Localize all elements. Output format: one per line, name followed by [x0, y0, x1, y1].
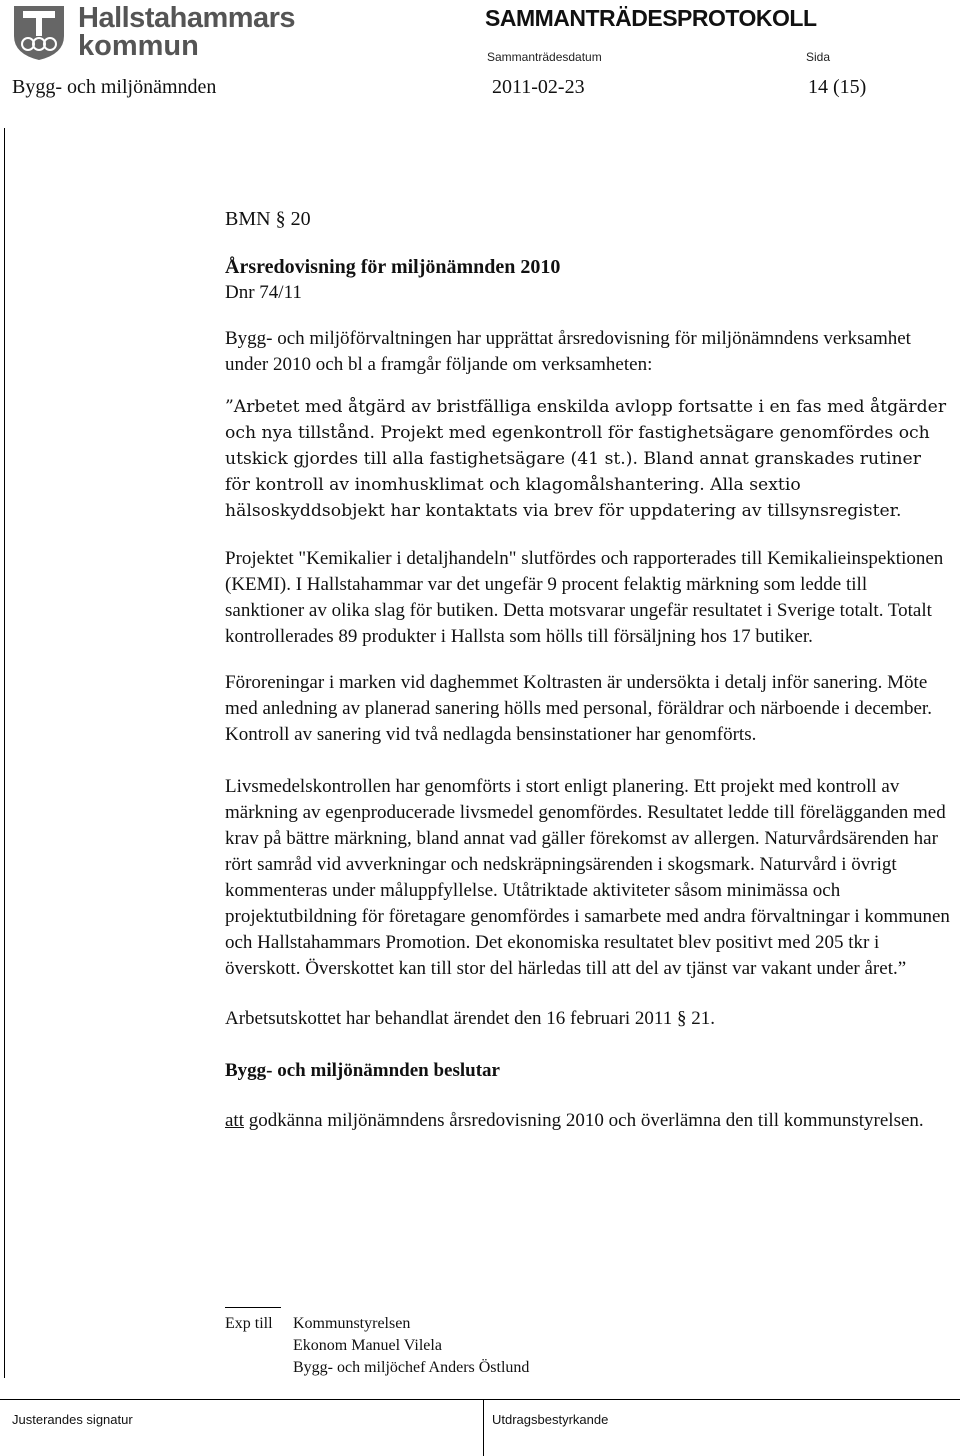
exp-rule: [225, 1307, 281, 1308]
decision-heading: Bygg- och miljönämnden beslutar: [225, 1060, 500, 1081]
exp-recipient: Kommunstyrelsen: [293, 1315, 411, 1332]
document-body: [225, 206, 950, 1134]
exp-label: Exp till: [225, 1315, 273, 1332]
distribution-list: [225, 1313, 529, 1379]
committee-name: Bygg- och miljönämnden: [12, 76, 217, 98]
date-label: Sammanträdesdatum: [487, 50, 602, 64]
intro-paragraph: Bygg- och miljöförvaltningen har upprättat årsredovisning för miljönämndens verksamhet under 2010 och bl a framgår följande om verksamheten:: [225, 328, 911, 375]
section-number: BMN § 20: [225, 208, 311, 230]
coat-of-arms-icon: [10, 2, 68, 62]
section-title: Årsredovisning för miljönämnden 2010: [225, 256, 561, 278]
signature-label: Justerandes signatur: [12, 1412, 133, 1427]
dnr: Dnr 74/11: [225, 282, 302, 303]
quote-paragraph: ”Arbetet med åtgärd av bristfälliga enskilda avlopp fortsatte i en fas med åtgärder och nya tillstånd. Projekt med egenkontroll för fastighetsägare genomfördes och utskick gjordes till alla fastighetsägare (41 st.). Bland annat granskades rutiner för kontroll av inomhusklimat och klagomålshantering. Alla sextio hälsoskyddsobjekt har kontaktats via brev för uppdatering av tillsynsregister.: [225, 397, 947, 521]
paragraph-livsmedel: Livsmedelskontrollen har genomförts i stort enligt planering. Ett projekt med kontroll av märkning av egenproducerade livsmedel genomfördes. Resultatet ledde till förelägganden med krav på bättre märkning, bland annat vad gäller förekomst av allergen. Naturvårdsärenden har rört samråd vid avverkningar och nedskräpningsärenden i skogsmark. Naturvård i övrigt kommenteras under måluppfyllelse. Utåtriktade aktiviteter såsom minimässa och projektutbildning för företagare genomfördes i samarbete med andra förvaltningar i kommunen och Hallstahammars Promotion. Det ekonomiska resultatet blev positivt med 205 tkr i överskott. Överskottet kan till stor del härledas till att del av tjänst var vakant under året.”: [225, 776, 950, 979]
footer-separator: [483, 1399, 484, 1456]
paragraph-kemikalier: Projektet "Kemikalier i detaljhandeln" slutfördes och rapporterades till Kemikalieinspektionen (KEMI). I Hallstahammar var det ungefär 9 procent felaktig märkning som ledde till sanktioner av olika slag för butiken. Detta motsvarar ungefär resultatet i Sverige totalt. Totalt kontrollerades 89 produkter i Hallsta som hölls till försäljning hos 17 butiker.: [225, 548, 944, 647]
protocol-title: SAMMANTRÄDESPROTOKOLL: [485, 5, 817, 31]
exp-recipient: Bygg- och miljöchef Anders Östlund: [293, 1359, 530, 1376]
municipality-logo: [10, 2, 296, 64]
decision-paragraph: [225, 1108, 950, 1134]
logo-line1: Hallstahammars: [78, 2, 296, 34]
decision-att: att: [225, 1110, 244, 1131]
logo-line2: kommun: [78, 30, 199, 62]
meeting-date: 2011-02-23: [492, 76, 585, 98]
page-number: 14 (15): [808, 76, 867, 98]
paragraph-arbetsutskott: Arbetsutskottet har behandlat ärendet den 16 februari 2011 § 21.: [225, 1008, 715, 1029]
footer-divider: [0, 1399, 960, 1400]
decision-text: godkänna miljönämndens årsredovisning 2010 och överlämna den till kommunstyrelsen.: [244, 1110, 924, 1131]
left-margin-line: [4, 128, 5, 1378]
paragraph-fororeningar: Föroreningar i marken vid daghemmet Koltrasten är undersökta i detalj inför sanering. Möte med anledning av planerad sanering hölls med personal, föräldrar och närboende i december. Kontroll av sanering vid två nedlagda bensinstationer har genomförts.: [225, 672, 932, 745]
exp-recipient: Ekonom Manuel Vilela: [293, 1337, 442, 1354]
extract-label: Utdragsbestyrkande: [492, 1412, 609, 1427]
page-label: Sida: [806, 50, 831, 64]
